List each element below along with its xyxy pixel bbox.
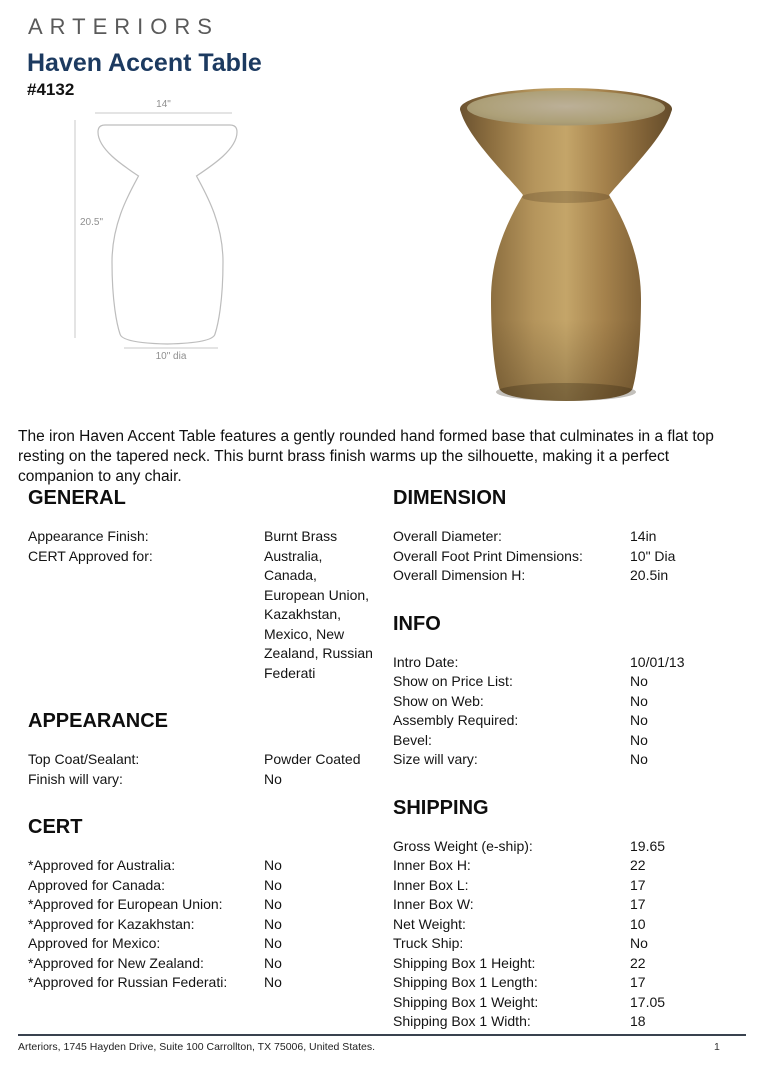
- spec-value: Powder Coated: [264, 751, 361, 767]
- spec-value: No: [630, 751, 648, 767]
- spec-label: Inner Box H:: [393, 857, 471, 873]
- section-general: [28, 485, 378, 683]
- page-number: 1: [714, 1041, 720, 1053]
- spec-row: [28, 954, 378, 974]
- spec-value: 20.5in: [630, 567, 669, 583]
- spec-label: Assembly Required:: [393, 712, 519, 728]
- spec-label: Finish will vary:: [28, 770, 123, 787]
- spec-value: Australia, Canada, European Union, Kazakhstan, Mexico, New Zealand, Russian Federati: [264, 547, 373, 681]
- spec-value: 22: [630, 954, 646, 971]
- spec-column-right: [393, 485, 749, 1057]
- dim-label-top: 14": [156, 99, 171, 110]
- neck-shadow: [522, 191, 610, 203]
- spec-row: [393, 731, 749, 751]
- spec-value: No: [264, 935, 282, 951]
- spec-label: Inner Box L:: [393, 876, 469, 893]
- spec-label: Approved for Canada:: [28, 876, 165, 893]
- spec-row: [28, 856, 378, 876]
- table-body-shading: [460, 109, 672, 401]
- section-title-general: GENERAL: [28, 487, 126, 509]
- section-title-dimension: DIMENSION: [393, 487, 507, 509]
- spec-label: Gross Weight (e-ship):: [393, 837, 533, 854]
- spec-value: 14in: [630, 528, 657, 544]
- section-info: [393, 611, 749, 770]
- spec-value: No: [264, 857, 282, 873]
- spec-row: [28, 547, 378, 684]
- footer-address: Arteriors, 1745 Hayden Drive, Suite 100 Carrollton, TX 75006, United States.: [18, 1041, 375, 1053]
- spec-row: [393, 711, 749, 731]
- spec-row: [393, 856, 749, 876]
- spec-value: 17: [630, 974, 646, 990]
- spec-row: [28, 770, 378, 790]
- section-dimension: [393, 485, 749, 586]
- dim-label-height: 20.5": [80, 217, 104, 228]
- spec-row: [393, 993, 749, 1013]
- spec-row: [393, 837, 749, 857]
- spec-row: [393, 672, 749, 692]
- spec-row: [393, 1012, 749, 1032]
- spec-row: [393, 876, 749, 896]
- spec-label: Overall Diameter:: [393, 528, 502, 544]
- spec-value: 17: [630, 876, 646, 893]
- spec-value: 19.65: [630, 837, 666, 854]
- spec-label: Shipping Box 1 Length:: [393, 974, 538, 990]
- spec-row: [28, 895, 378, 915]
- product-description: The iron Haven Accent Table features a gently rounded hand formed base that culminates in a flat top resting on the tapered neck. This burnt brass finish warms up the silhouette, making it a perfect companion to any chair.: [18, 428, 714, 485]
- spec-value: No: [630, 731, 648, 748]
- spec-label: *Approved for New Zealand:: [28, 954, 204, 971]
- spec-label: Show on Price List:: [393, 673, 513, 689]
- spec-label: Shipping Box 1 Weight:: [393, 993, 539, 1010]
- spec-value: No: [264, 876, 282, 893]
- spec-row: [393, 692, 749, 712]
- spec-value: No: [264, 770, 282, 787]
- base-rim-shadow: [496, 383, 636, 401]
- dimension-diagram: [60, 97, 310, 382]
- page-title: Haven Accent Table: [27, 49, 262, 77]
- spec-value: No: [264, 915, 282, 932]
- spec-row: [393, 934, 749, 954]
- section-title-shipping: SHIPPING: [393, 796, 489, 819]
- spec-label: Appearance Finish:: [28, 528, 149, 544]
- spec-label: Overall Dimension H:: [393, 567, 526, 583]
- spec-label: Bevel:: [393, 731, 432, 748]
- section-appearance: [28, 708, 378, 789]
- spec-label: Shipping Box 1 Width:: [393, 1013, 531, 1029]
- spec-row: [393, 527, 749, 547]
- spec-label: *Approved for European Union:: [28, 896, 223, 912]
- table-top-surface: [467, 91, 665, 126]
- spec-row: [28, 527, 378, 547]
- spec-row: [393, 653, 749, 673]
- section-title-info: INFO: [393, 612, 441, 635]
- product-sku: #4132: [27, 80, 75, 99]
- spec-label: Net Weight:: [393, 915, 466, 932]
- spec-row: [393, 895, 749, 915]
- spec-label: Size will vary:: [393, 751, 478, 767]
- spec-row: [28, 876, 378, 896]
- spec-value: 17: [630, 896, 646, 912]
- section-cert: [28, 814, 378, 993]
- section-shipping: [393, 795, 749, 1032]
- product-photo-art: [450, 84, 685, 406]
- spec-label: Show on Web:: [393, 692, 484, 709]
- spec-row: [28, 973, 378, 993]
- spec-row: [393, 915, 749, 935]
- spec-value: No: [264, 974, 282, 990]
- section-title-appearance: APPEARANCE: [28, 710, 169, 732]
- spec-value: 10/01/13: [630, 653, 685, 670]
- spec-label: Truck Ship:: [393, 935, 464, 951]
- product-photo: [450, 84, 685, 406]
- spec-label: CERT Approved for:: [28, 547, 153, 564]
- spec-label: Shipping Box 1 Height:: [393, 954, 536, 971]
- spec-row: [393, 750, 749, 770]
- spec-value: Burnt Brass: [264, 528, 338, 544]
- spec-value: No: [630, 673, 648, 689]
- spec-label: Top Coat/Sealant:: [28, 751, 140, 767]
- spec-row: [393, 954, 749, 974]
- spec-row: [28, 934, 378, 954]
- spec-label: *Approved for Kazakhstan:: [28, 915, 195, 932]
- spec-value: 17.05: [630, 993, 666, 1010]
- spec-label: *Approved for Russian Federati:: [28, 974, 228, 990]
- spec-value: No: [630, 712, 648, 728]
- spec-value: No: [264, 896, 282, 912]
- spec-label: *Approved for Australia:: [28, 857, 176, 873]
- diagram-outline: [98, 125, 237, 344]
- spec-label: Overall Foot Print Dimensions:: [393, 547, 583, 564]
- spec-value: No: [630, 935, 648, 951]
- dim-label-base: 10" dia: [155, 351, 187, 362]
- spec-value: 10" Dia: [630, 547, 676, 564]
- spec-value: 18: [630, 1013, 646, 1029]
- spec-row: [393, 566, 749, 586]
- spec-value: 22: [630, 857, 646, 873]
- footer-divider: [18, 1034, 746, 1036]
- spec-row: [28, 915, 378, 935]
- section-title-cert: CERT: [28, 816, 83, 838]
- spec-label: Intro Date:: [393, 653, 459, 670]
- spec-row: [393, 973, 749, 993]
- spec-value: No: [630, 692, 648, 709]
- spec-label: Inner Box W:: [393, 896, 474, 912]
- spec-value: 10: [630, 915, 646, 932]
- spec-label: Approved for Mexico:: [28, 935, 161, 951]
- diagram-drawing: [60, 97, 310, 382]
- brand-logo: ARTERIORS: [28, 14, 219, 39]
- spec-row: [28, 750, 378, 770]
- spec-column-left: [28, 485, 378, 1018]
- spec-value: No: [264, 954, 282, 971]
- spec-row: [393, 547, 749, 567]
